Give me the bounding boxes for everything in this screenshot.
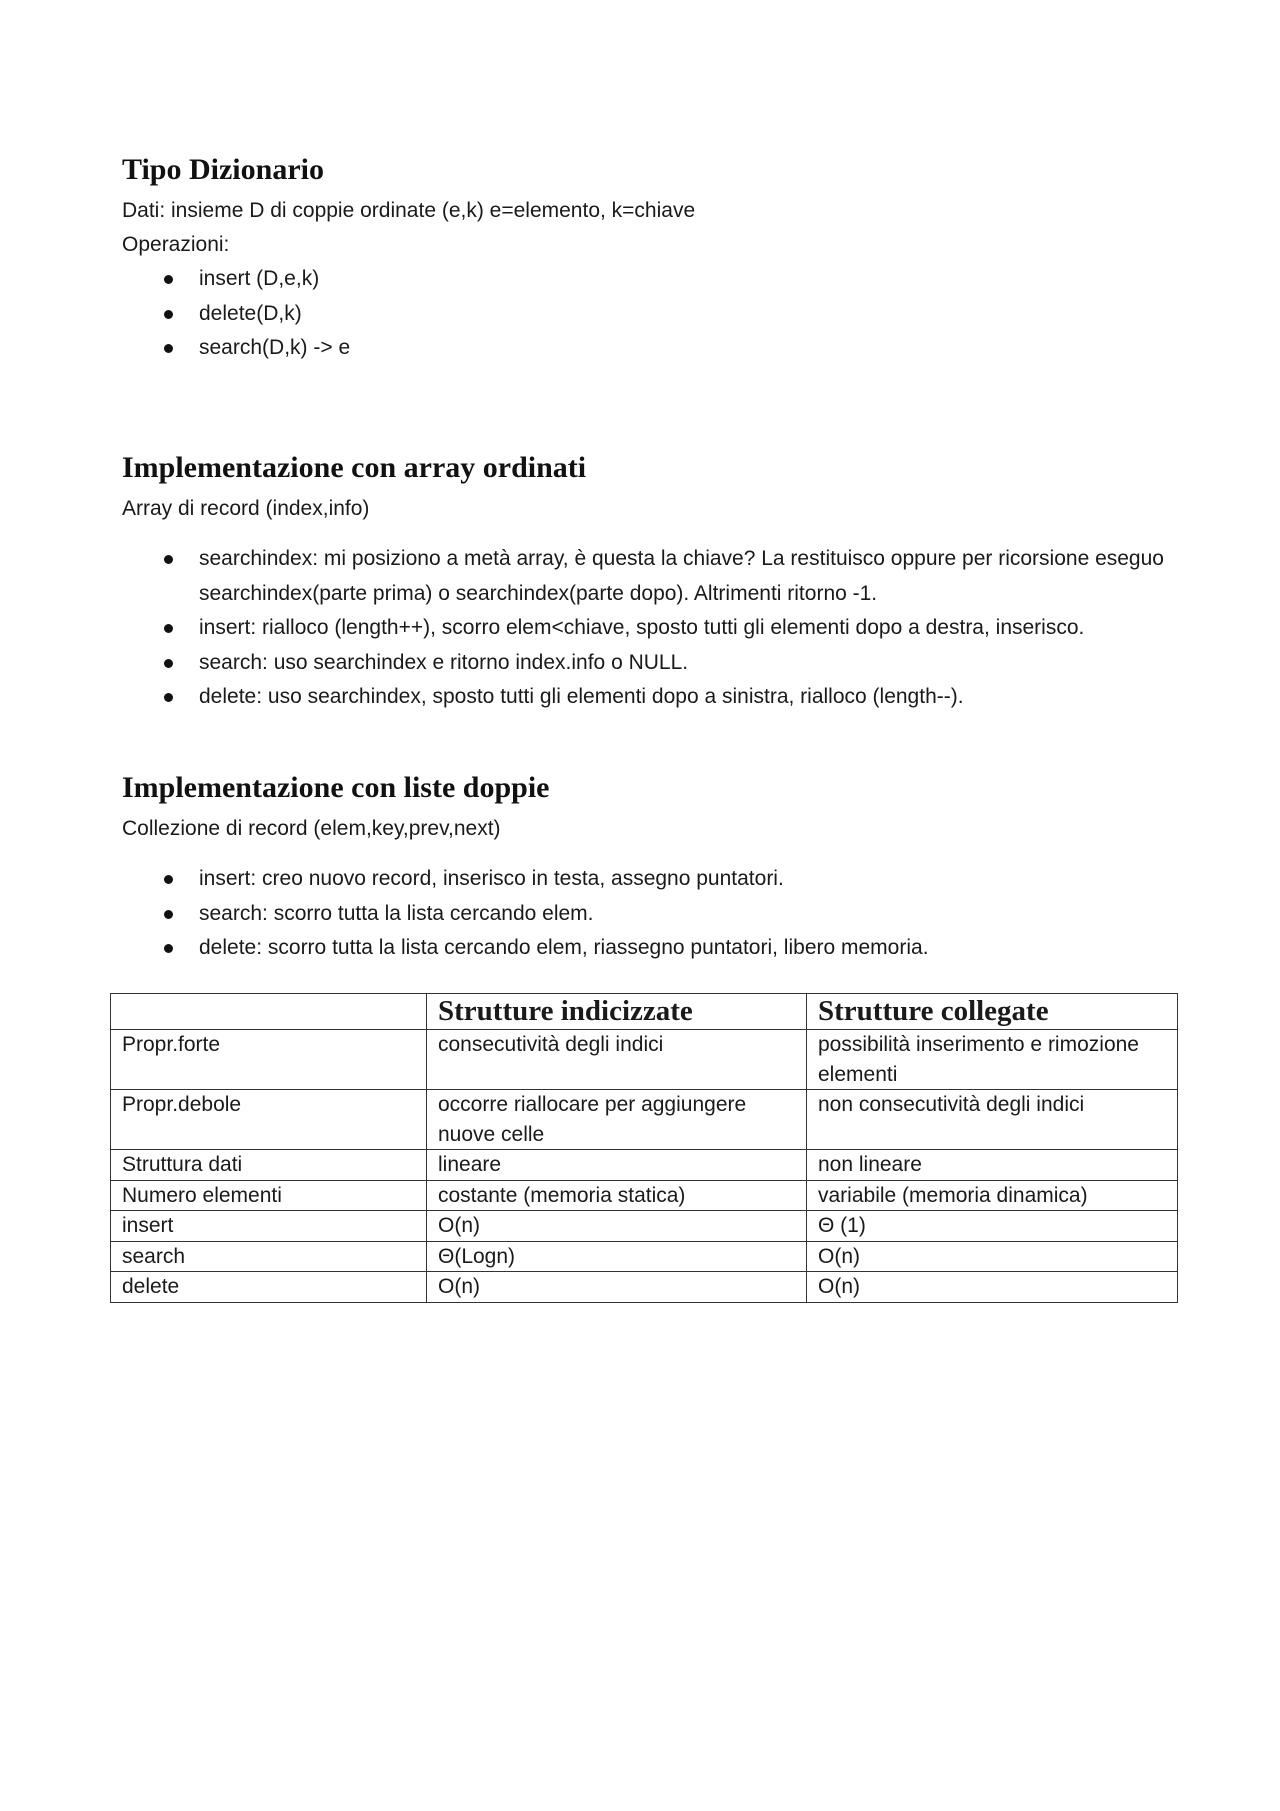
bullet-icon (164, 659, 173, 668)
comparison-table (110, 993, 1178, 1303)
operations-list (122, 862, 1182, 966)
bullet-icon (164, 693, 173, 702)
table-row (111, 1241, 1178, 1272)
section-array-ordinati (122, 450, 1182, 715)
list-item: delete(D,k) (122, 297, 1182, 332)
table-header-cell: Strutture indicizzate (427, 994, 807, 1030)
table-cell: variabile (memoria dinamica) (807, 1180, 1178, 1211)
table-cell: Propr.forte (111, 1030, 427, 1090)
table-cell: Struttura dati (111, 1150, 427, 1181)
table-cell: O(n) (427, 1211, 807, 1242)
operations-label: Operazioni: (122, 233, 230, 256)
table-row (111, 1150, 1178, 1181)
list-item: search: uso searchindex e ritorno index.info o NULL. (122, 646, 1182, 681)
table-cell: O(n) (427, 1272, 807, 1303)
list-item: search: scorro tutta la lista cercando elem. (122, 897, 1182, 932)
list-item: delete: uso searchindex, sposto tutti gli elementi dopo a sinistra, rialloco (length--). (122, 680, 1182, 715)
bullet-icon (164, 310, 173, 319)
table-header-cell (111, 994, 427, 1030)
list-item: insert: creo nuovo record, inserisco in testa, assegno puntatori. (122, 862, 1182, 897)
table-row (111, 1211, 1178, 1242)
list-item: delete: scorro tutta la lista cercando elem, riassegno puntatori, libero memoria. (122, 931, 1182, 966)
list-item: search(D,k) -> e (122, 331, 1182, 366)
operations-list (122, 262, 1182, 366)
bullet-icon (164, 910, 173, 919)
table-row (111, 1180, 1178, 1211)
list-item: insert: rialloco (length++), scorro elem<chiave, sposto tutti gli elementi dopo a destra, inserisco. (122, 611, 1182, 646)
table-cell: search (111, 1241, 427, 1272)
bullet-icon (164, 555, 173, 564)
table-row (111, 1030, 1178, 1090)
table-header-row (111, 994, 1178, 1030)
section-heading: Tipo Dizionario (122, 153, 324, 186)
table-cell: insert (111, 1211, 427, 1242)
bullet-icon (164, 875, 173, 884)
bullet-icon (164, 275, 173, 284)
operations-list (122, 542, 1182, 715)
table-cell: consecutività degli indici (427, 1030, 807, 1090)
table-row (111, 1272, 1178, 1303)
table-cell: lineare (427, 1150, 807, 1181)
table-cell: delete (111, 1272, 427, 1303)
bullet-icon (164, 944, 173, 953)
table-cell: possibilità inserimento e rimozione elementi (807, 1030, 1178, 1090)
table-cell: O(n) (807, 1272, 1178, 1303)
table-header-cell: Strutture collegate (807, 994, 1178, 1030)
section-tipo-dizionario (122, 152, 1182, 366)
table-cell: Propr.debole (111, 1090, 427, 1150)
list-item: searchindex: mi posiziono a metà array, è questa la chiave? La restituisco oppure per ricorsione eseguo searchindex(parte prima) o searchindex(parte dopo). Altrimenti ritorno -1. (122, 542, 1182, 611)
section-heading: Implementazione con array ordinati (122, 451, 587, 484)
bullet-icon (164, 344, 173, 353)
table-cell: O(n) (807, 1241, 1178, 1272)
section-liste-doppie (122, 770, 1182, 966)
section-heading: Implementazione con liste doppie (122, 771, 550, 804)
list-item: insert (D,e,k) (122, 262, 1182, 297)
record-description: Collezione di record (elem,key,prev,next) (122, 817, 501, 840)
table-cell: Θ (1) (807, 1211, 1178, 1242)
table-cell: occorre riallocare per aggiungere nuove celle (427, 1090, 807, 1150)
table-cell: non lineare (807, 1150, 1178, 1181)
table-row (111, 1090, 1178, 1150)
record-description: Array di record (index,info) (122, 497, 370, 520)
data-description: Dati: insieme D di coppie ordinate (e,k) e=elemento, k=chiave (122, 199, 696, 222)
table-cell: non consecutività degli indici (807, 1090, 1178, 1150)
table-cell: costante (memoria statica) (427, 1180, 807, 1211)
table-cell: Θ(Logn) (427, 1241, 807, 1272)
table-cell: Numero elementi (111, 1180, 427, 1211)
bullet-icon (164, 624, 173, 633)
